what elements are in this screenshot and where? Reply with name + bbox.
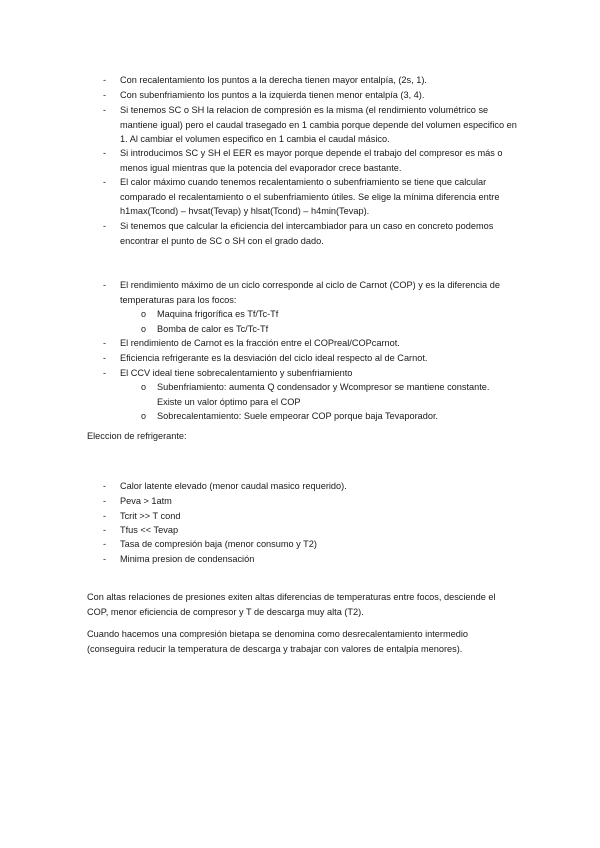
list-item-text: Si tenemos que calcular la eficiencia del intercambiador para un caso en concreto podemos encontrar el punto de SC o SH con el grado dado. [120,221,494,246]
sub-list-bullet: o [141,411,147,421]
sub-list-item-text: Bomba de calor es Tc/Tc-Tf [157,324,269,334]
sub-list-bullet: o [141,309,147,319]
paragraph-pressure-ratios: Con altas relaciones de presiones exiten altas diferencias de temperaturas entre focos, desciende el COP, menor eficiencia de compresor y T de descarga muy alta (T2). [87,592,496,617]
list-item-text: El rendimiento de Carnot es la fracción entre el COPreal/COPcarnot. [120,338,400,348]
list-item-text: Tcrit >> T cond [120,511,181,521]
sub-list-bullet: o [141,324,147,334]
paragraph-two-stage-compression: Cuando hacemos una compresión bietapa se denomina como desrecalentamiento intermedio (conseguira reducir la temperatura de descarga y trabajar con valores de entalpia menores). [87,629,468,654]
list-item-text: Eficiencia refrigerante es la desviación del ciclo ideal respecto al de Carnot. [120,353,428,363]
list-item-text: Con subenfriamiento los puntos a la izquierda tienen menor entalpía (3, 4). [120,90,425,100]
list-item-text: Tasa de compresión baja (menor consumo y T2) [120,539,317,549]
list-bullet: - [103,496,107,506]
section-heading: Eleccion de refrigerante: [87,431,187,441]
list-bullet: - [103,511,107,521]
sub-list-item-text: Subenfriamiento: aumenta Q condensador y Wcompresor se mantiene constante. Existe un valor óptimo para el COP [157,382,490,407]
list-bullet: - [103,481,107,491]
list-item-text: Tfus << Tevap [120,525,179,535]
list-item-text: Calor latente elevado (menor caudal masico requerido). [120,481,347,491]
list-bullet: - [103,105,107,115]
list-bullet: - [103,554,107,564]
list-item-text: Con recalentamiento los puntos a la derecha tienen mayor entalpía, (2s, 1). [120,75,427,85]
sub-list-item-text: Maquina frigorífica es Tf/Tc-Tf [157,309,279,319]
sub-list-bullet: o [141,382,147,392]
list-bullet: - [103,221,107,231]
list-item-text: Minima presion de condensación [120,554,255,564]
list-bullet: - [103,368,107,378]
list-item-text: El CCV ideal tiene sobrecalentamiento y subenfriamiento [120,368,353,378]
list-bullet: - [103,280,107,290]
list-bullet: - [103,148,107,158]
list-bullet: - [103,539,107,549]
list-item-text: El calor máximo cuando tenemos recalentamiento o subenfriamiento se tiene que calcular comparado el recalentamiento o el subenfriamiento útiles. Se elige la mínima diferencia entre h1max(Tcond) – hvsat(Tevap) y hlsat(Tcond) – h4min(Tevap). [120,177,500,217]
list-item-text: Si tenemos SC o SH la relacion de compresión es la misma (el rendimiento volumétrico se mantiene igual) pero el caudal trasegado en 1 cambia porque depende del volumen especifico en 1. Al cambiar el volumen especifico en 1 cambia el caudal másico. [120,105,517,145]
list-item-text: Peva > 1atm [120,496,172,506]
list-bullet: - [103,75,107,85]
sub-list-item-text: Sobrecalentamiento: Suele empeorar COP porque baja Tevaporador. [157,411,439,421]
list-item-text: Si introducimos SC y SH el EER es mayor porque depende el trabajo del compresor es más o menos igual mientras que la potencia del evaporador crece bastante. [120,148,503,173]
list-bullet: - [103,90,107,100]
list-bullet: - [103,177,107,187]
list-bullet: - [103,338,107,348]
list-bullet: - [103,353,107,363]
list-bullet: - [103,525,107,535]
list-item-text: El rendimiento máximo de un ciclo corresponde al ciclo de Carnot (COP) y es la diferencia de temperaturas para los focos: [120,280,500,305]
